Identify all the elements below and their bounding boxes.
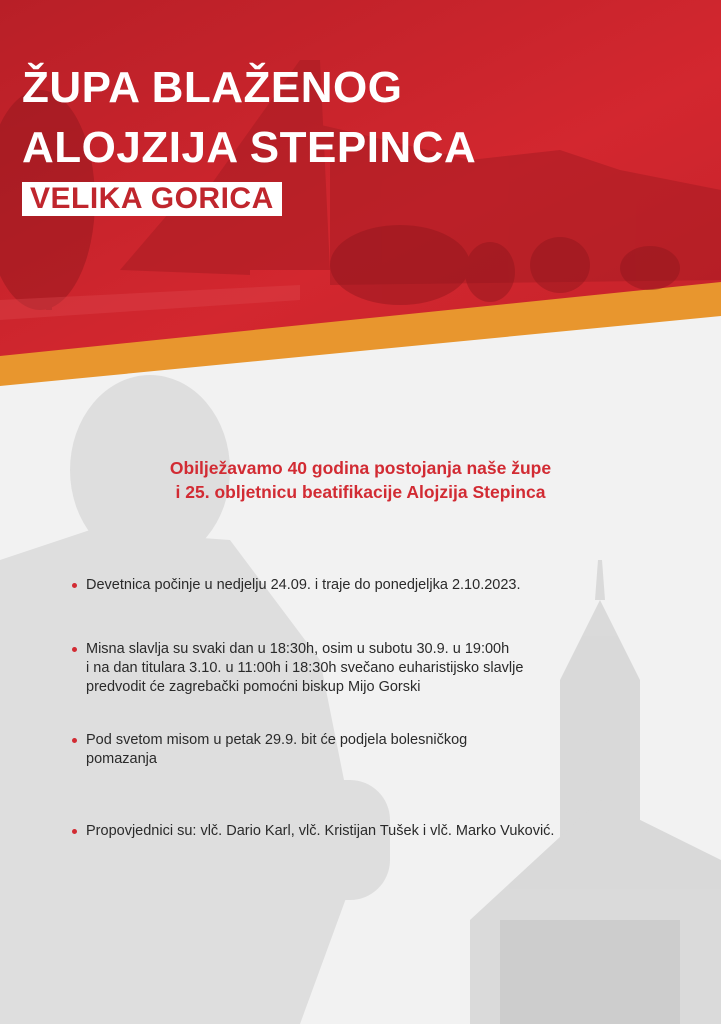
bullet-text: Pod svetom misom u petak 29.9. bit će podjela bolesničkog	[86, 732, 468, 748]
bullet-item	[72, 731, 672, 769]
bullet-item	[72, 640, 672, 697]
bullet-text: predvodit će zagrebački pomoćni biskup Mijo Gorski	[86, 679, 421, 695]
bullet-text: Propovjednici su: vlč. Dario Karl, vlč. Kristijan Tušek i vlč. Marko Vuković.	[86, 823, 555, 839]
headline-line-2: i 25. obljetnicu beatifikacije Alojzija Stepinca	[175, 482, 546, 502]
bullet-dot-icon	[72, 647, 77, 652]
title-line-2: ALOJZIJA STEPINCA	[22, 123, 477, 172]
bullet-item	[72, 576, 672, 595]
bullet-item	[72, 822, 672, 841]
bullet-text: pomazanja	[86, 751, 157, 767]
bullet-text: Misna slavlja su svaki dan u 18:30h, osim u subotu 30.9. u 19:00h	[86, 641, 510, 657]
title-line-1: ŽUPA BLAŽENOG	[22, 63, 403, 112]
headline-line-1: Obilježavamo 40 godina postojanja naše župe	[169, 458, 552, 478]
bullet-dot-icon	[72, 738, 77, 743]
subtitle: VELIKA GORICA	[30, 182, 274, 215]
subtitle-box	[22, 182, 282, 216]
bullet-dot-icon	[72, 829, 77, 834]
bullet-text: i na dan titulara 3.10. u 11:00h i 18:30h svečano euharistijsko slavlje	[86, 660, 524, 676]
bullet-dot-icon	[72, 583, 77, 588]
bullet-text: Devetnica počinje u nedjelju 24.09. i traje do ponedjeljka 2.10.2023.	[86, 577, 521, 593]
